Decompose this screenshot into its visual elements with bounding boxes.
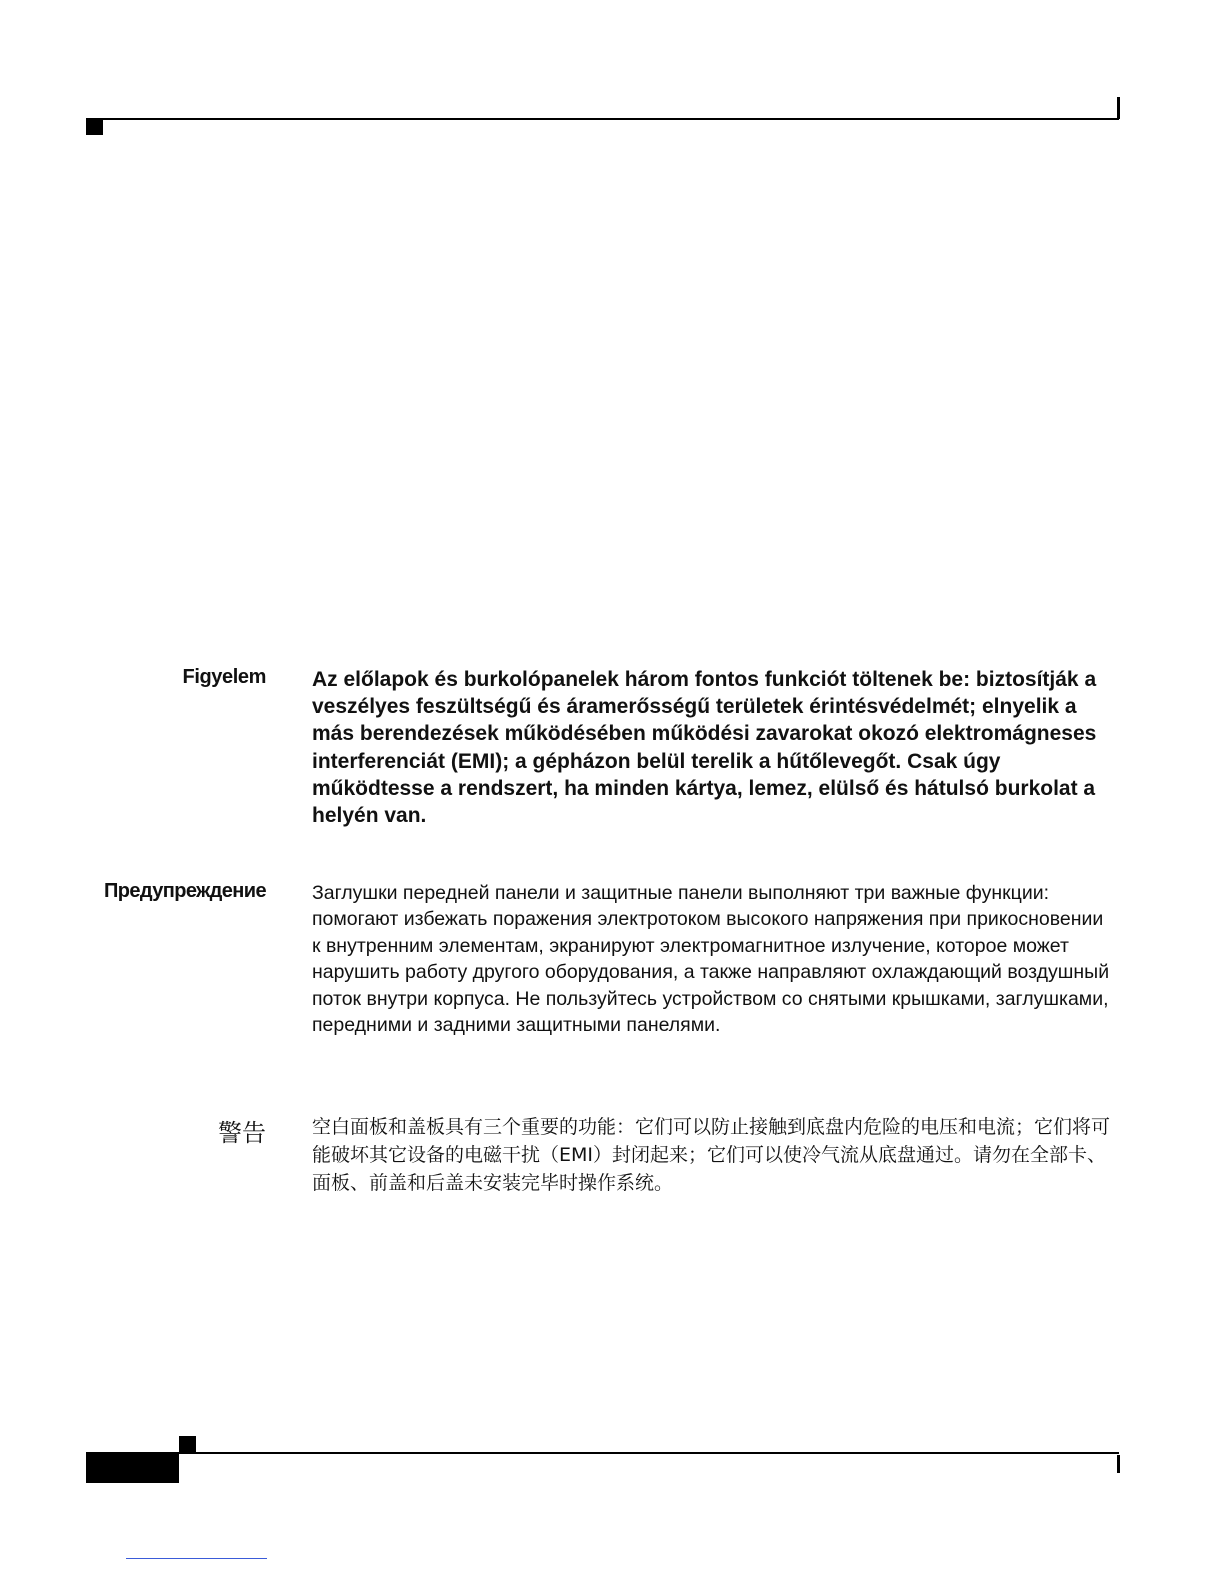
footer-page-tab (86, 1453, 179, 1483)
warning-label: 警告 (218, 1120, 266, 1147)
header-rule (86, 118, 1119, 120)
warning-russian (0, 880, 1224, 1070)
footer-right-tick (1117, 1455, 1120, 1473)
warning-hungarian (0, 666, 1224, 836)
warning-label: Предупреждение (103, 880, 266, 902)
warning-text: Заглушки передней панели и защитные панели выполняют три важные функции: помогают избежать поражения электротоком высокого напряжения при прикосновении к внутренним элементам, экранируют электромагнитное излучение, которое может нарушить работу другого оборудования, а также направляют охлаждающий воздушный поток внутри корпуса. Не пользуйтесь устройством со снятыми крышками, заглушками, передними и задними защитными панелями. (312, 882, 1110, 1037)
header-right-tick (1117, 97, 1120, 119)
warning-text: Az előlapok és burkolópanelek három fontos funkciót töltenek be: biztosítják a veszélyes feszültségű és áramerősségű területek érintésvédelmét; elnyelik a más berendezések működésében működési zavarokat okozó elektromágneses interferenciát (EMI); a gépházon belül terelik a hűtőlevegőt. Csak úgy működtesse a rendszert, ha minden kártya, lemez, elülső és hátulsó burkolat a helyén van. (312, 668, 1097, 828)
warning-label: Figyelem (182, 666, 266, 688)
footer-link-underline[interactable] (126, 1558, 267, 1559)
footer-small-mark (179, 1436, 196, 1453)
warning-text: 空白面板和盖板具有三个重要的功能：它们可以防止接触到底盘内危险的电压和电流；它们将可能破坏其它设备的电磁干扰（EMI）封闭起来；它们可以使冷气流从底盘通过。请勿在全部卡、面板、前盖和后盖未安装完毕时操作系统。 (312, 1116, 1111, 1194)
footer-rule (86, 1452, 1119, 1454)
warning-chinese (0, 1113, 1224, 1203)
header-corner-mark (86, 119, 103, 135)
